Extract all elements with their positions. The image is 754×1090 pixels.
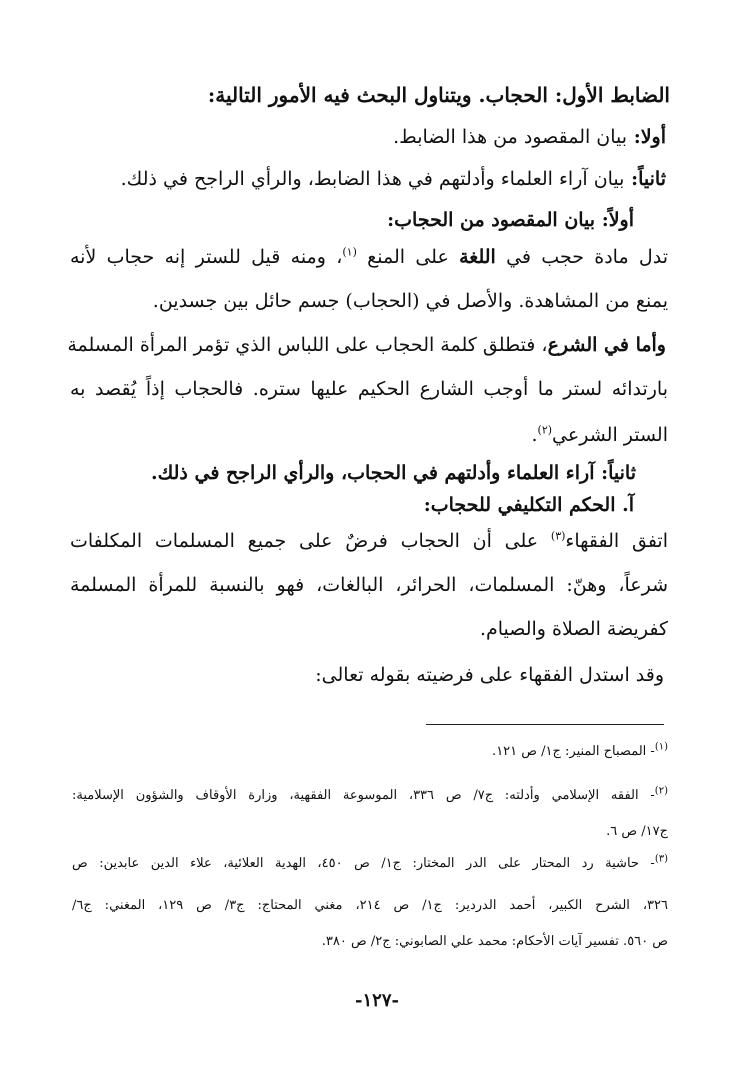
outline-item-first (70, 122, 666, 152)
outline-second-text: بيان آراء العلماء وأدلتهم في هذا الضابط، والرأي الراجح في ذلك. (120, 168, 625, 190)
text-span: على المنع (356, 246, 460, 268)
footnote-3-text: - حاشية رد المحتار على الدر المختار: ج١/ ص ٤٥٠، الهدية العلائية، علاء الدين عابدين: ص (72, 856, 655, 871)
section-1-paragraph-2-line-2: بارتدائه لستر ما أوجب الشارع الحكيم عليها ستره. فالحجاب إذاً يُقصد به (70, 378, 668, 400)
section-2-subheading: آ. الحكم التكليفي للحجاب: (423, 494, 634, 516)
footnote-2-line-2: ج١٧/ ص ٦. (606, 824, 668, 839)
footnote-2-number: (٢) (654, 785, 668, 797)
footnote-ref-1: (١) (342, 245, 357, 259)
text-span: . (531, 424, 538, 446)
text-span: على أن الحجاب فرضٌ على جميع المسلمات المكلفات (70, 530, 551, 552)
keyword-sharia: وأما في الشرع (547, 334, 666, 356)
section-1-paragraph-1-line-1 (70, 242, 668, 272)
footnote-3-line-2: ٣٢٦، الشرح الكبير، أحمد الدردير: ج١/ ص ٢١٤، مغني المحتاج: ج٣/ ص ١٢٩، المغني: ج٦/ (72, 898, 668, 913)
footnote-1-number: (١) (654, 741, 668, 753)
section-2-heading: ثانياً: آراء العلماء وأدلتهم في الحجاب، والرأي الراجح في ذلك. (150, 462, 636, 484)
section-2-paragraph-1-line-1 (70, 526, 668, 556)
section-2-paragraph-2-line-1: وقد استدل الفقهاء على فرضيته بقوله تعالى: (315, 664, 664, 686)
outline-item-second (70, 164, 666, 194)
footnote-separator (426, 724, 664, 725)
outline-second-label: ثانياً: (624, 168, 666, 190)
text-span: ، ومنه قيل للستر إنه حجاب لأنه (70, 246, 343, 268)
page-number: -١٢٧- (355, 990, 399, 1011)
section-2-paragraph-1-line-3: كفريضة الصلاة والصيام. (479, 618, 668, 640)
outline-first-label: أولا: (627, 126, 666, 148)
text-span: الستر الشرعي (552, 424, 668, 446)
section-1-paragraph-2-line-3 (70, 420, 668, 450)
section-1-paragraph-1-line-2: يمنع من المشاهدة. والأصل في (الحجاب) جسم حائل بين جسدين. (152, 290, 668, 312)
section-1-paragraph-2-line-1 (67, 330, 666, 360)
section-1-heading: أولاً: بيان المقصود من الحجاب: (387, 209, 634, 231)
text-span: ، فتطلق كلمة الحجاب على اللباس الذي تؤمر المرأة المسلمة (67, 334, 548, 356)
footnote-2-line-1 (72, 784, 668, 808)
footnote-1-text: - المصباح المنير: ج١/ ص ١٢١. (492, 744, 655, 759)
footnote-1 (72, 740, 668, 764)
footnote-3-line-3: ص ٥٦٠. تفسير آيات الأحكام: محمد علي الصابوني: ج٢/ ص ٣٨٠. (321, 934, 668, 949)
footnote-ref-3: (٣) (550, 529, 566, 543)
keyword-language: اللغة (459, 246, 496, 268)
footnote-2-text: - الفقه الإسلامي وأدلته: ج٧/ ص ٣٣٦، الموسوعة الفقهية، وزارة الأوقاف والشؤون الإسلامية: (72, 788, 655, 803)
footnote-3-number: (٣) (654, 853, 668, 865)
chapter-title: الضابط الأول: الحجاب. ويتناول البحث فيه الأمور التالية: (207, 83, 670, 107)
outline-first-text: بيان المقصود من هذا الضابط. (393, 126, 628, 148)
text-span: تدل مادة حجب في (495, 246, 668, 268)
section-2-paragraph-1-line-2: شرعاً، وهنّ: المسلمات، الحرائر، البالغات، فهو بالنسبة للمرأة المسلمة (70, 574, 668, 596)
footnote-ref-2: (٢) (537, 423, 553, 437)
text-span: اتفق الفقهاء (565, 530, 669, 552)
footnote-3-line-1 (72, 852, 668, 876)
